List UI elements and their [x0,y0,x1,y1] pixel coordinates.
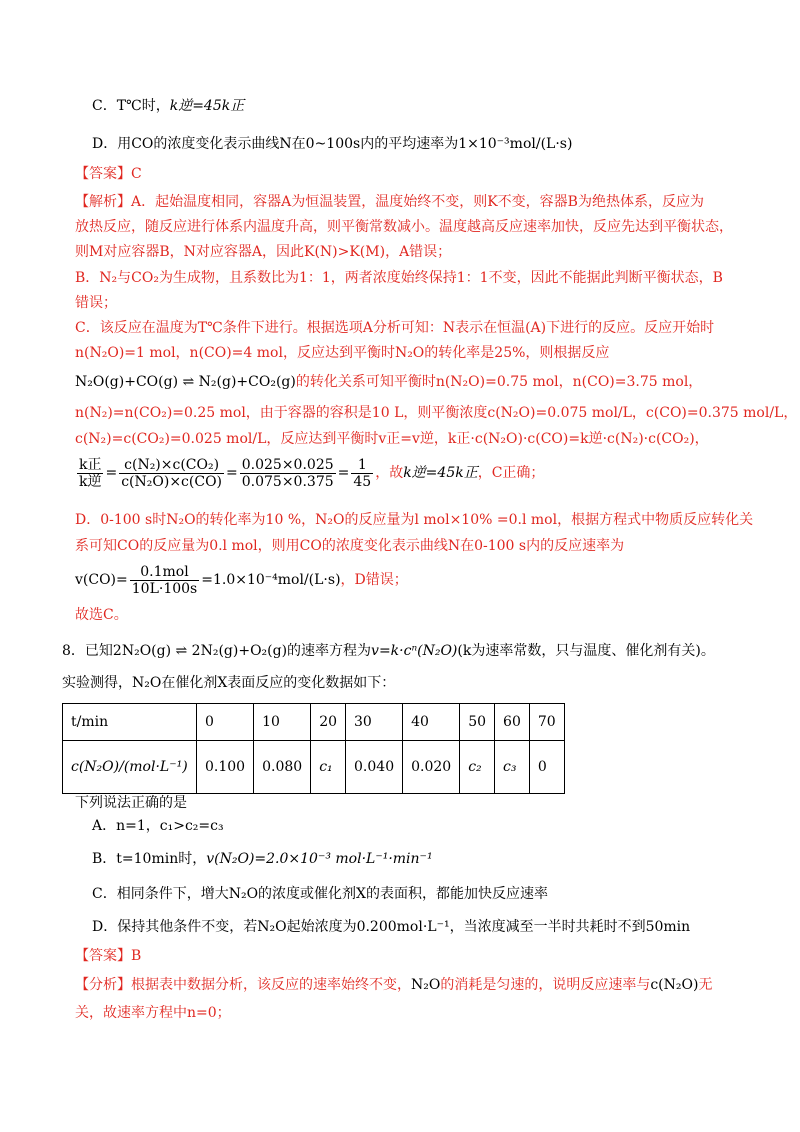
q7-option-d-formula: 1×10⁻³mol/(L·s) [458,136,573,152]
q8-rate-law: v=k·cⁿ(N₂O) [371,643,458,659]
table-cell: 0 [529,741,564,794]
q7-rate-equation: v(CO)= $\frac{\text{0.1mol}}{10L\cdot 100s}$ =1.0×10⁻⁴mol/(L·s)，D错误； [75,563,408,597]
q8-question: 下列说法正确的是 [75,795,187,811]
q8-option-d: D．保持其他条件不变，若N₂O起始浓度为0.200mol·L⁻¹，当浓度减至一半时共耗时不到50min [92,919,691,935]
q7-reaction-line: N₂O(g)+CO(g) ⇌ N₂(g)+CO₂(g)的转化关系可知平衡时n(N₂O)=0.75 mol，n(CO)=3.75 mol， [75,374,703,390]
table-cell: 0.100 [197,741,254,794]
q8-analysis-line-1: 【分析】根据表中数据分析，该反应的速率始终不变，N₂O的消耗是匀速的，说明反应速率与c(N₂O)无 [75,977,713,993]
q7-analysis-line-2: 放热反应，随反应进行体系内温度升高，则平衡常数减小。温度越高反应速率加快，反应先达到平衡状态， [75,219,733,235]
table-row [63,741,565,794]
q8-stem: 8．已知2N₂O(g) ⇌ 2N₂(g)+O₂(g)的速率方程为v=k·cⁿ(N₂O)(k为速率常数，只与温度、催化剂有关)。 [62,643,715,659]
q7-analysis-line-4: B．N₂与CO₂为生成物，且系数比为1：1，两者浓度始终保持1：1不变，因此不能据此判断平衡状态，B [75,270,723,286]
q7-analysis-d-line-2: 系可知CO的反应量为0.l mol，则用CO的浓度变化表示曲线N在0-100 s内的反应速率为 [75,538,625,554]
q7-analysis-line-6: C．该反应在温度为T℃条件下进行。根据选项A分析可知：N表示在恒温(A)下进行的反应。反应开始时 [75,320,715,336]
q8-answer: 【答案】B [75,948,142,964]
q8-option-a: A．n=1，c₁>c₂=c₃ [92,818,224,834]
q7-analysis-line-5: 错误； [75,295,117,311]
q8-option-c: C．相同条件下，增大N₂O的浓度或催化剂X的表面积，都能加快反应速率 [92,886,549,902]
table-cell: 0.080 [254,741,311,794]
q8-analysis-line-2: 关，故速率方程中n=0； [75,1005,231,1021]
table-cell: c₁ [311,741,346,794]
q8-option-b: B．t=10min时，v(N₂O)=2.0×10⁻³ mol·L⁻¹·min⁻¹ [92,851,433,867]
q7-conclusion: 故选C。 [75,607,128,623]
q7-analysis-line-1: 【解析】A．起始温度相同，容器A为恒温装置，温度始终不变，则K不变，容器B为绝热体系，反应为 [75,194,704,210]
q7-analysis-d-line-1: D．0-100 s时N₂O的转化率为10 %，N₂O的反应量为l mol×10% =0.l mol，根据方程式中物质反应转化关 [75,512,754,528]
table-cell: 0 [197,704,254,741]
fraction-rate: $\frac{\text{0.1mol}}{10L\cdot 100s}$ [131,563,198,597]
table-cell: 70 [529,704,564,741]
table-cell: 40 [403,704,460,741]
q7-analysis-line-7: n(N₂O)=1 mol，n(CO)=4 mol，反应达到平衡时N₂O的转化率是25%，则根据反应 [75,345,610,361]
table-cell: 0.020 [403,741,460,794]
table-row [63,704,565,741]
table-cell: c₃ [495,741,530,794]
q8-data-table [62,703,565,794]
table-cell: c₂ [460,741,495,794]
q7-analysis-line-9: n(N₂)=n(CO₂)=0.25 mol，由于容器的容积是10 L，则平衡浓度c(N₂O)=0.075 mol/L，c(CO)=0.375 mol/L， [75,405,798,421]
q7-analysis-line-10: c(N₂)=c(CO₂)=0.025 mol/L，反应达到平衡时v正=v逆，k正·c(N₂O)·c(CO)=k逆·c(N₂)·c(CO₂)， [75,431,709,447]
q7-option-d: D．用CO的浓度变化表示曲线N在0~100s内的平均速率为1×10⁻³mol/(L·s) [92,136,573,152]
fraction-values: $\frac{0.025\times 0.025}{0.075\times 0.375}$ [241,456,334,490]
table-cell: 60 [495,704,530,741]
q8-stem-line-2: 实验测得，N₂O在催化剂X表面反应的变化数据如下： [62,675,396,691]
table-cell: 20 [311,704,346,741]
table-header-concentration: c(N₂O)/(mol·L⁻¹) [63,741,197,794]
q8-stem-equation: 2N₂O(g) ⇌ 2N₂(g)+O₂(g) [112,643,288,659]
table-cell: 30 [346,704,403,741]
q7-answer: 【答案】C [75,166,142,182]
q7-option-c: C．T℃时，k逆=45k正 [92,98,245,114]
table-header-time: t/min [63,704,197,741]
table-cell: 0.040 [346,741,403,794]
fraction-concentration-ratio: $\frac{\text{c(N₂)×c(CO₂)}}{\text{c(N₂O)×c(CO)}}$ [121,456,223,490]
fraction-result: $\frac{1}{45}$ [353,456,372,490]
q7-reaction-equation: N₂O(g)+CO(g) ⇌ N₂(g)+CO₂(g) [75,374,296,390]
q7-option-c-formula: k逆=45k正 [169,98,245,114]
fraction-k-ratio: $\frac{\text{k正}}{\text{k逆}}$ [79,456,102,490]
table-cell: 50 [460,704,495,741]
q7-fraction-equation: $\frac{\text{k正}}{\text{k逆}}$ = $\frac{\text{c(N₂)×c(CO₂)}}{\text{c(N₂O)×c(CO)}}$ = $\frac{0.025\times 0.025}{0.075\times 0.375}$ = $\frac{1}{45}$ ，故k逆=45k正，C正确； [79,456,545,490]
q7-analysis-line-3: 则M对应容器B，N对应容器A，因此K(N)>K(M)，A错误； [75,244,452,260]
table-cell: 10 [254,704,311,741]
